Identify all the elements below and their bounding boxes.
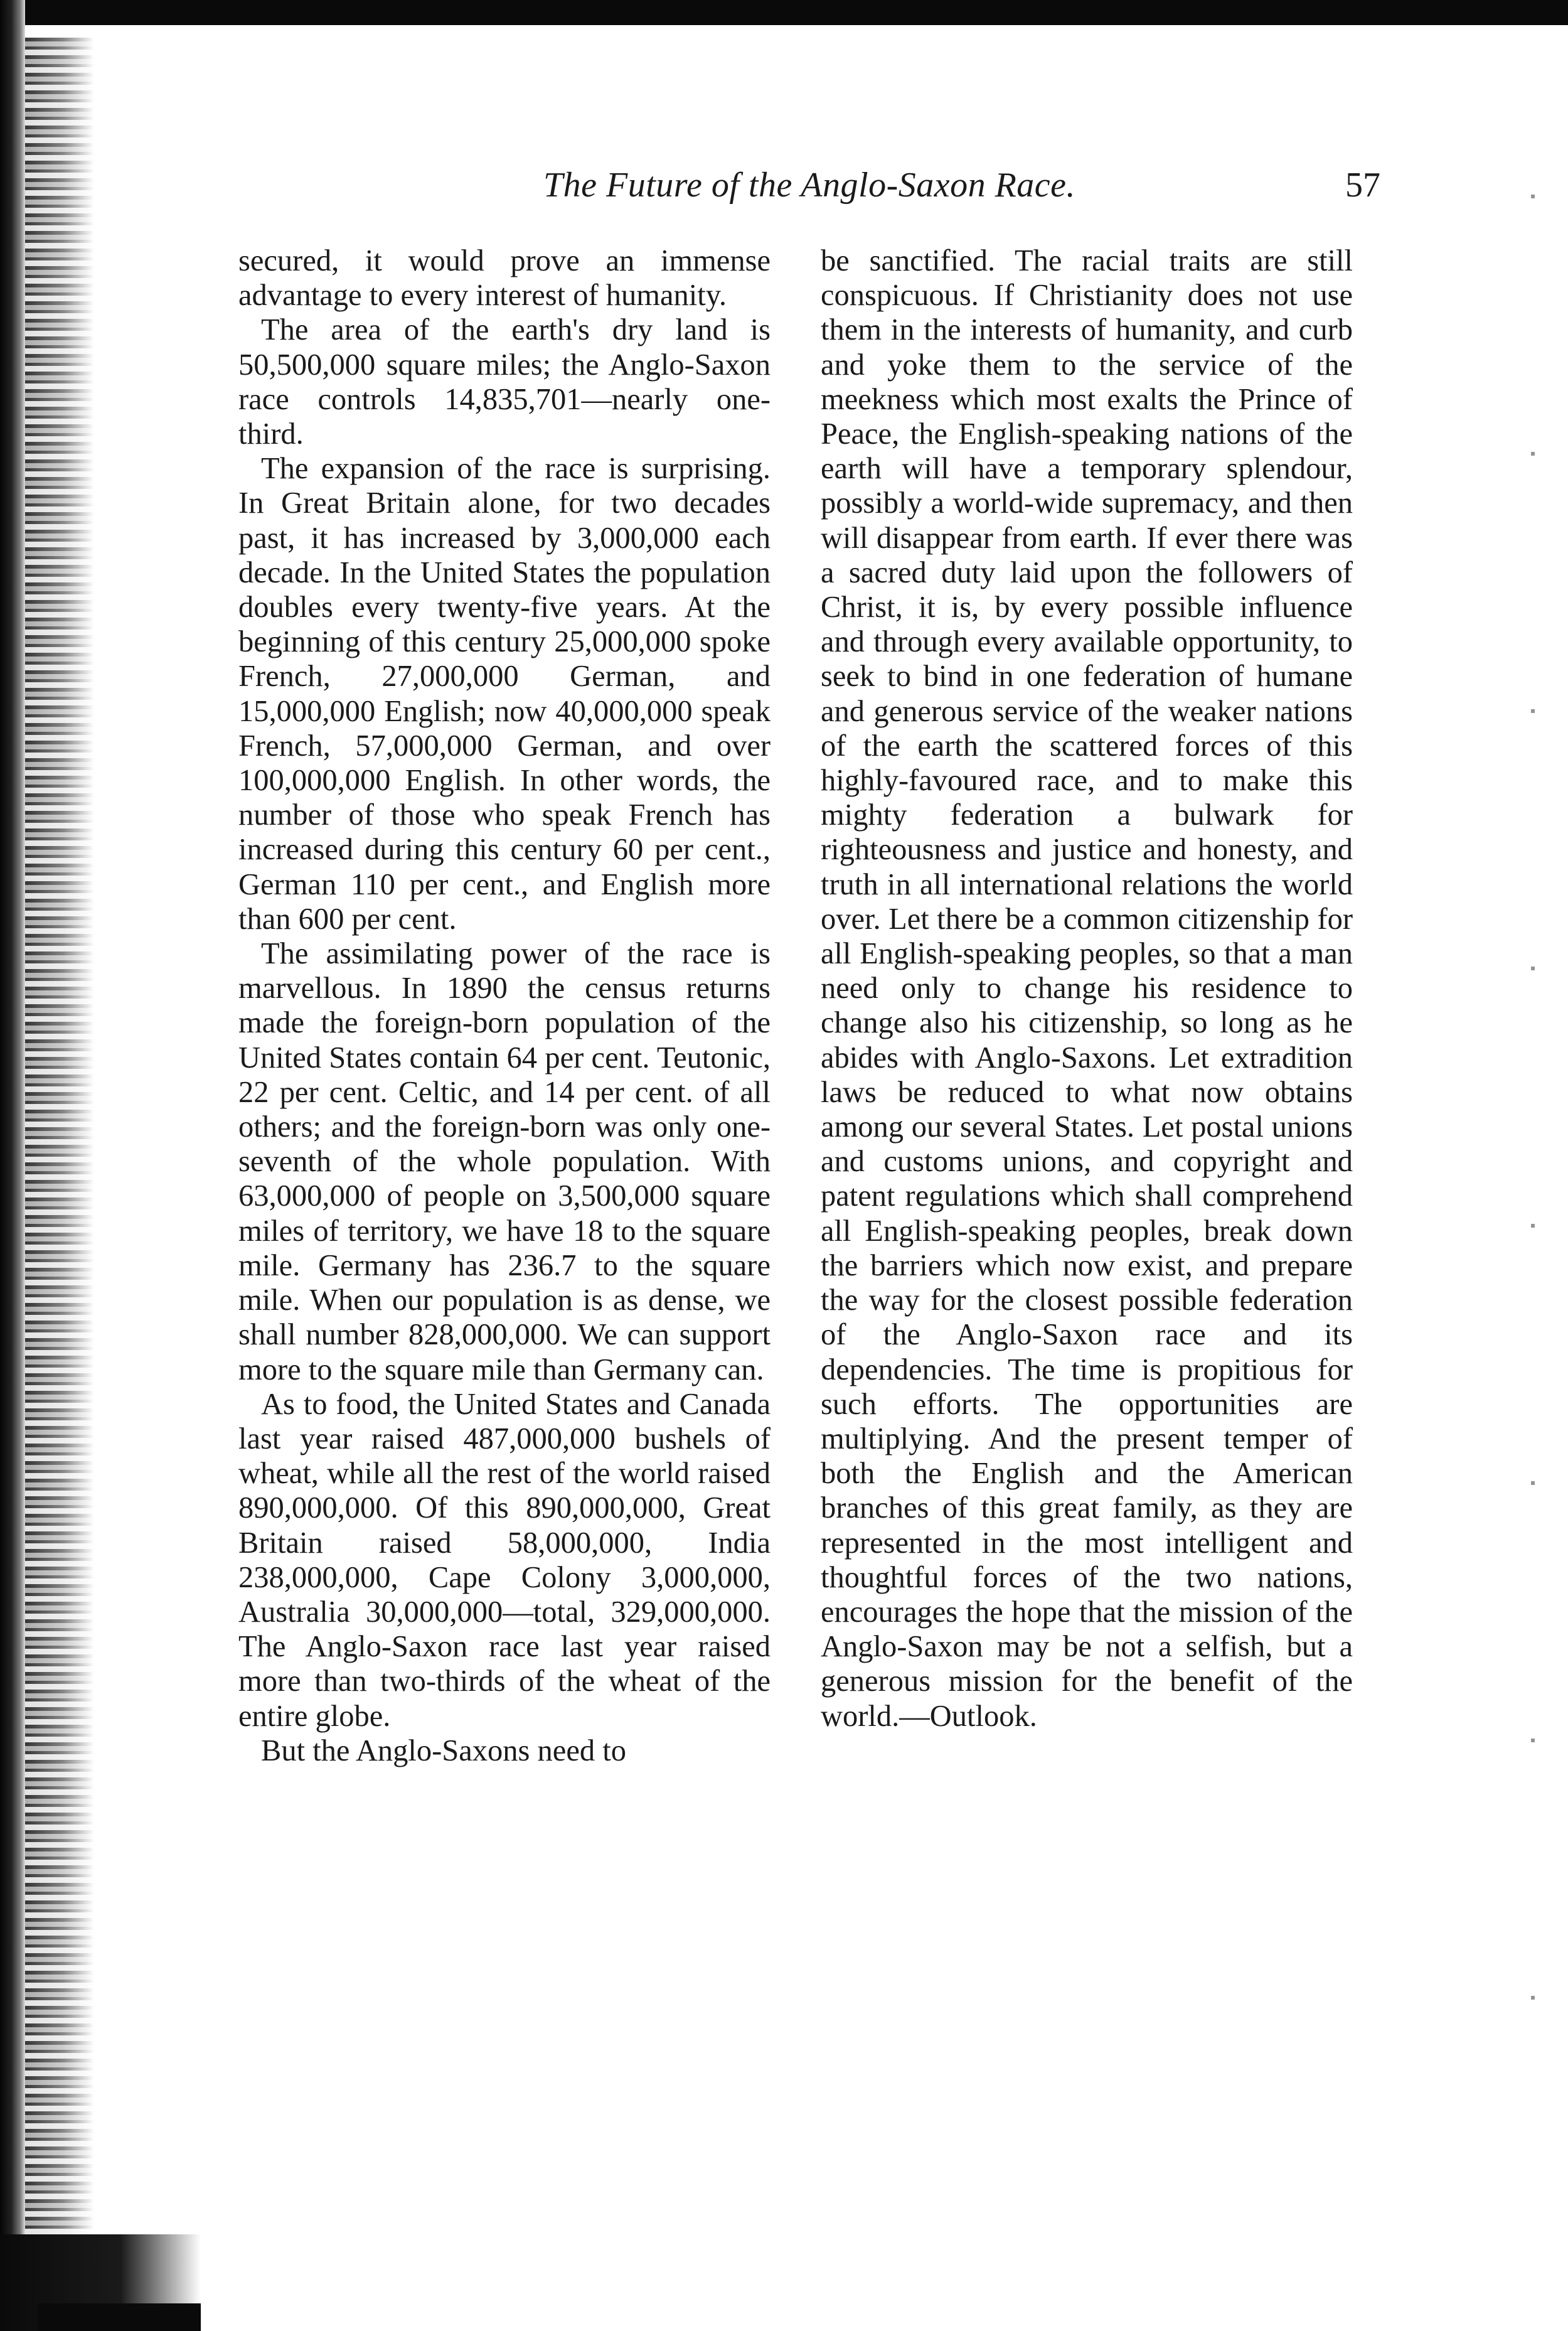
scan-left-binding-edge: [0, 0, 25, 2331]
paragraph: As to food, the United States and Canada last year raised 487,000,000 bushels of wheat, while all the rest of the world raised 890,000,000. Of this 890,000,000, Great Britain raised 58,000,000, India 238,000,000, Cape Colony 3,000,000, Australia 30,000,000—total, 329,000,000. The Anglo-Saxon race last year raised more than two-thirds of the wheat of the entire globe.: [238, 1387, 771, 1733]
paragraph: secured, it would prove an immense advantage to every interest of humanity.: [238, 244, 771, 313]
paragraph: The area of the earth's dry land is 50,500,000 square miles; the Anglo-Saxon race controls 14,835,701—nearly one-third.: [238, 313, 771, 451]
page-header: [238, 160, 1380, 217]
scan-top-border: [0, 0, 1568, 25]
scan-bottom-left-corner: [0, 2234, 201, 2331]
running-title: The Future of the Anglo-Saxon Race.: [543, 166, 1075, 205]
page-number: 57: [1345, 166, 1380, 205]
paragraph: The expansion of the race is surprising. In Great Britain alone, for two decades past, it has increased by 3,000,000 each decade. In the United States the population doubles every twenty-five years. At the beginning of this century 25,000,000 spoke French, 27,000,000 German, and 15,000,000 English; now 40,000,000 speak French, 57,000,000 German, and over 100,000,000 English. In other words, the number of those who speak French has increased during this century 60 per cent., German 110 per cent., and English more than 600 per cent.: [238, 452, 771, 936]
left-column: [238, 244, 771, 1768]
scan-right-edge-specks: [1531, 50, 1535, 2247]
right-column: [821, 244, 1353, 1734]
scan-left-binding-shadow: [25, 38, 94, 2259]
paragraph: The assimilating power of the race is marvellous. In 1890 the census returns made the foreign-born population of the United States contain 64 per cent. Teutonic, 22 per cent. Celtic, and 14 per cent. of all others; and the foreign-born was only one-seventh of the whole population. With 63,000,000 of people on 3,500,000 square miles of territory, we have 18 to the square mile. Germany has 236.7 to the square mile. When our population is as dense, we shall number 828,000,000. We can support more to the square mile than Germany can.: [238, 937, 771, 1386]
paragraph: But the Anglo-Saxons need to: [261, 1734, 626, 1767]
paragraph: be sanctified. The racial traits are still conspicuous. If Christianity does not use them in the interests of humanity, and curb and yoke them to the service of the meekness which most exalts the Prince of Peace, the English-speaking nations of the earth will have a temporary splendour, possibly a world-wide supremacy, and then will disappear from earth. If ever there was a sacred duty laid upon the followers of Christ, it is, by every possible influence and through every available opportunity, to seek to bind in one federation of humane and generous service of the weaker nations of the earth the scattered forces of this highly-favoured race, and to make this mighty federation a bulwark for righteousness and justice and honesty, and truth in all international relations the world over. Let there be a common citizenship for all English-speaking peoples, so that a man need only to change his residence to change also his citizenship, so long as he abides with Anglo-Saxons. Let extradition laws be reduced to what now obtains among our several States. Let postal unions and customs unions, and copyright and patent regulations which shall comprehend all English-speaking peoples, break down the barriers which now exist, and prepare the way for the closest possible federation of the Anglo-Saxon race and its dependencies. The time is propitious for such efforts. The opportunities are multiplying. And the present temper of both the English and the American branches of this great family, as they are represented in the most intelligent and thoughtful forces of the two nations, encourages the hope that the mission of the Anglo-Saxon may be not a selfish, but a generous mission for the benefit of the world.—Outlook.: [821, 244, 1353, 1733]
